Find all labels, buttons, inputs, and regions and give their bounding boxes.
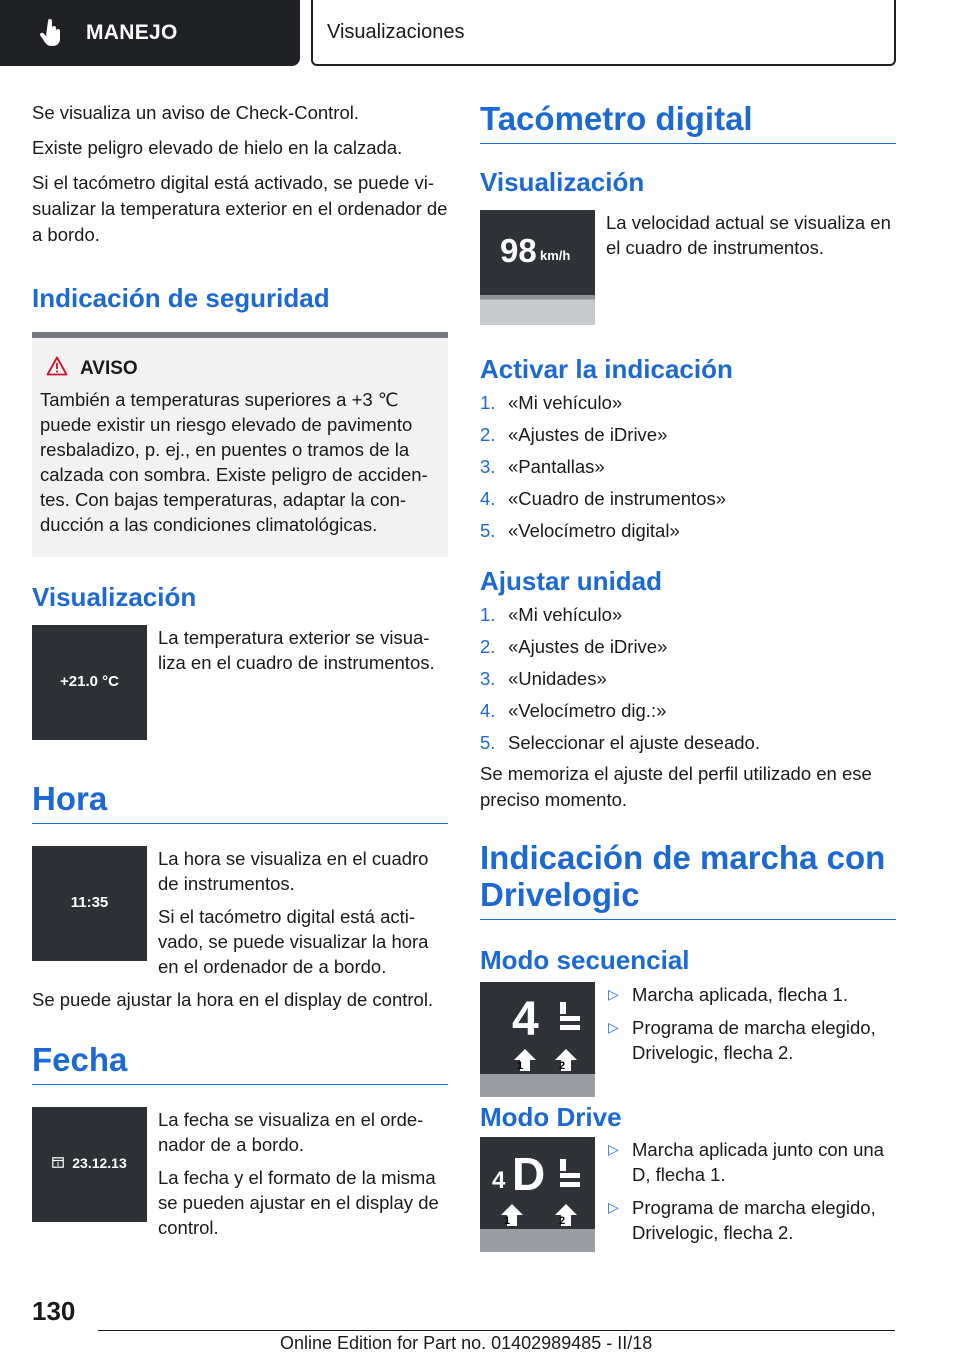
step-text: «Ajustes de iDrive» (508, 636, 668, 657)
bullet-triangle-icon: ▷ (608, 1199, 619, 1215)
list-item (480, 599, 896, 631)
step-text: «Velocímetro digital» (508, 520, 680, 541)
temp-figure-row (32, 625, 448, 740)
step-number: 5. (480, 732, 496, 753)
speed-unit: km/h (540, 248, 571, 263)
intro-line-1: Se visualiza un aviso de Check-Control. (32, 102, 359, 123)
page-number: 130 (32, 1296, 76, 1326)
step-number: 2. (480, 636, 496, 657)
arrow-1-label: 1 (504, 1215, 511, 1227)
step-number: 3. (480, 456, 496, 477)
fecha-text-2: La fecha y el formato de la misma se pueden ajustar en el display de control. (158, 1167, 439, 1238)
bullet-triangle-icon: ▷ (608, 986, 619, 1002)
list-item (605, 1015, 896, 1065)
drive-list (605, 1137, 896, 1245)
intro-line-3: Si el tacómetro digital está activado, se puede vi-sualizar la temperatura exterior en el ordenador de a bordo. (32, 172, 448, 245)
item-text: Programa de marcha elegido, Drivelogic, flecha 2. (632, 1017, 876, 1063)
intro-line-2: Existe peligro elevado de hielo en la calzada. (32, 137, 403, 158)
secuencial-figure-text (605, 982, 896, 1097)
list-item (480, 727, 896, 759)
secuencial-heading: Modo secuencial (480, 945, 690, 975)
list-item (480, 483, 896, 515)
left-column (32, 100, 448, 1248)
hora-figure-row (32, 846, 448, 979)
list-item (480, 695, 896, 727)
fecha-value-wrap (32, 1155, 147, 1171)
section-tab (0, 0, 300, 66)
arrow-2-icon (554, 1048, 578, 1077)
gear-small-number: 4 (492, 1167, 506, 1194)
right-column (480, 100, 896, 1253)
temp-display-image (32, 625, 147, 740)
ajustar-note: Se memoriza el ajuste del perfil utilizado en ese preciso momento. (480, 763, 872, 810)
secuencial-list (605, 982, 896, 1065)
fecha-text-1: La fecha se visualiza en el orde-nador de a bordo. (158, 1109, 424, 1155)
warning-triangle-icon (46, 356, 68, 381)
step-number: 3. (480, 668, 496, 689)
drive-figure-text (605, 1137, 896, 1253)
speed-display-image (480, 210, 595, 325)
step-text: «Mi vehículo» (508, 604, 623, 625)
arrow-1-label: 1 (517, 1060, 524, 1072)
drive-figure-row (480, 1137, 896, 1253)
step-number: 2. (480, 424, 496, 445)
step-number: 5. (480, 520, 496, 541)
fecha-heading: Fecha (32, 1041, 448, 1085)
item-text: Marcha aplicada junto con una D, flecha 1. (632, 1139, 884, 1185)
activar-steps (480, 387, 896, 547)
gear-letter: D (512, 1148, 546, 1200)
step-text: Seleccionar el ajuste deseado. (508, 732, 760, 753)
step-number: 4. (480, 488, 496, 509)
section-label: MANEJO (86, 21, 178, 44)
list-item (480, 419, 896, 451)
warning-box (32, 332, 448, 557)
step-text: «Mi vehículo» (508, 392, 623, 413)
warning-body: También a temperaturas superiores a +3 ℃ puede existir un riesgo elevado de pavimento resbaladizo, p. ej., en puentes o tramos de la calzada con sombra. Existe peligro de acciden-tes. Con bajas temperaturas, adaptar la con-ducción a las condiciones climatológicas. (40, 389, 428, 535)
ajustar-steps (480, 599, 896, 759)
warning-title: AVISO (80, 357, 138, 379)
bullet-triangle-icon: ▷ (608, 1141, 619, 1157)
speed-value: 98 (500, 232, 537, 269)
list-item (605, 1137, 896, 1187)
list-item (480, 663, 896, 695)
item-text: Marcha aplicada, flecha 1. (632, 984, 848, 1005)
arrow-2-icon (554, 1203, 578, 1232)
step-text: «Pantallas» (508, 456, 605, 477)
list-item (480, 515, 896, 547)
hora-figure-text (158, 846, 448, 979)
fecha-value: 23.12.13 (72, 1155, 127, 1171)
drive-heading: Modo Drive (480, 1102, 622, 1132)
fecha-figure-text (158, 1107, 448, 1248)
ajustar-heading: Ajustar unidad (480, 566, 663, 596)
temp-display-heading: Visualización (32, 582, 197, 612)
secuencial-figure-row (480, 982, 896, 1097)
speed-display-heading: Visualización (480, 167, 645, 197)
secuencial-gear-image (480, 982, 595, 1097)
fecha-figure-row (32, 1107, 448, 1248)
activar-heading: Activar la indicación (480, 354, 733, 384)
edition-note: Online Edition for Part no. 01402989485 - II/18 (280, 1333, 653, 1353)
chapter-box (311, 0, 896, 66)
speed-text: La velocidad actual se visualiza en el cuadro de instrumentos. (606, 212, 891, 258)
drive-gear-image (480, 1137, 595, 1252)
arrow-2-label: 2 (559, 1215, 566, 1227)
hora-text-1: La hora se visualiza en el cuadro de instrumentos. (158, 848, 429, 894)
hora-display-image (32, 846, 147, 961)
calendar-icon (52, 1155, 64, 1171)
speed-figure-row (480, 210, 896, 325)
tacometro-heading: Tacómetro digital (480, 100, 896, 144)
warning-header (40, 356, 440, 381)
hora-text-3: Se puede ajustar la hora en el display de control. (32, 989, 434, 1010)
footer-rule (98, 1330, 895, 1331)
temp-text: La temperatura exterior se visua-liza en el cuadro de instrumentos. (158, 627, 435, 673)
drivelogic-icon (560, 1159, 582, 1198)
temp-figure-text (158, 625, 448, 740)
hora-heading: Hora (32, 780, 448, 824)
step-text: «Cuadro de instrumentos» (508, 488, 727, 509)
list-item (605, 1195, 896, 1245)
drivelogic-icon (560, 1002, 582, 1041)
step-text: «Unidades» (508, 668, 607, 689)
list-item (480, 631, 896, 663)
arrow-2-label: 2 (559, 1060, 566, 1072)
safety-heading: Indicación de seguridad (32, 283, 330, 313)
marcha-heading: Indicación de marcha con Drivelogic (480, 839, 896, 920)
gear-number: 4 (512, 993, 539, 1046)
speed-figure-text (606, 210, 896, 325)
list-item (480, 451, 896, 483)
step-text: «Ajustes de iDrive» (508, 424, 668, 445)
item-text: Programa de marcha elegido, Drivelogic, flecha 2. (632, 1197, 876, 1243)
fecha-display-image (32, 1107, 147, 1222)
hand-pointer-icon (38, 18, 66, 48)
list-item (605, 982, 896, 1007)
temp-value: +21.0 °C (60, 673, 119, 690)
hora-value: 11:35 (70, 894, 109, 911)
bullet-triangle-icon: ▷ (608, 1019, 619, 1035)
step-number: 1. (480, 604, 496, 625)
hora-text-2: Si el tacómetro digital está acti-vado, se puede visualizar la hora en el ordenador de a bordo. (158, 906, 429, 977)
step-number: 1. (480, 392, 496, 413)
chapter-label: Visualizaciones (327, 20, 465, 43)
list-item (480, 387, 896, 419)
step-number: 4. (480, 700, 496, 721)
step-text: «Velocímetro dig.:» (508, 700, 667, 721)
